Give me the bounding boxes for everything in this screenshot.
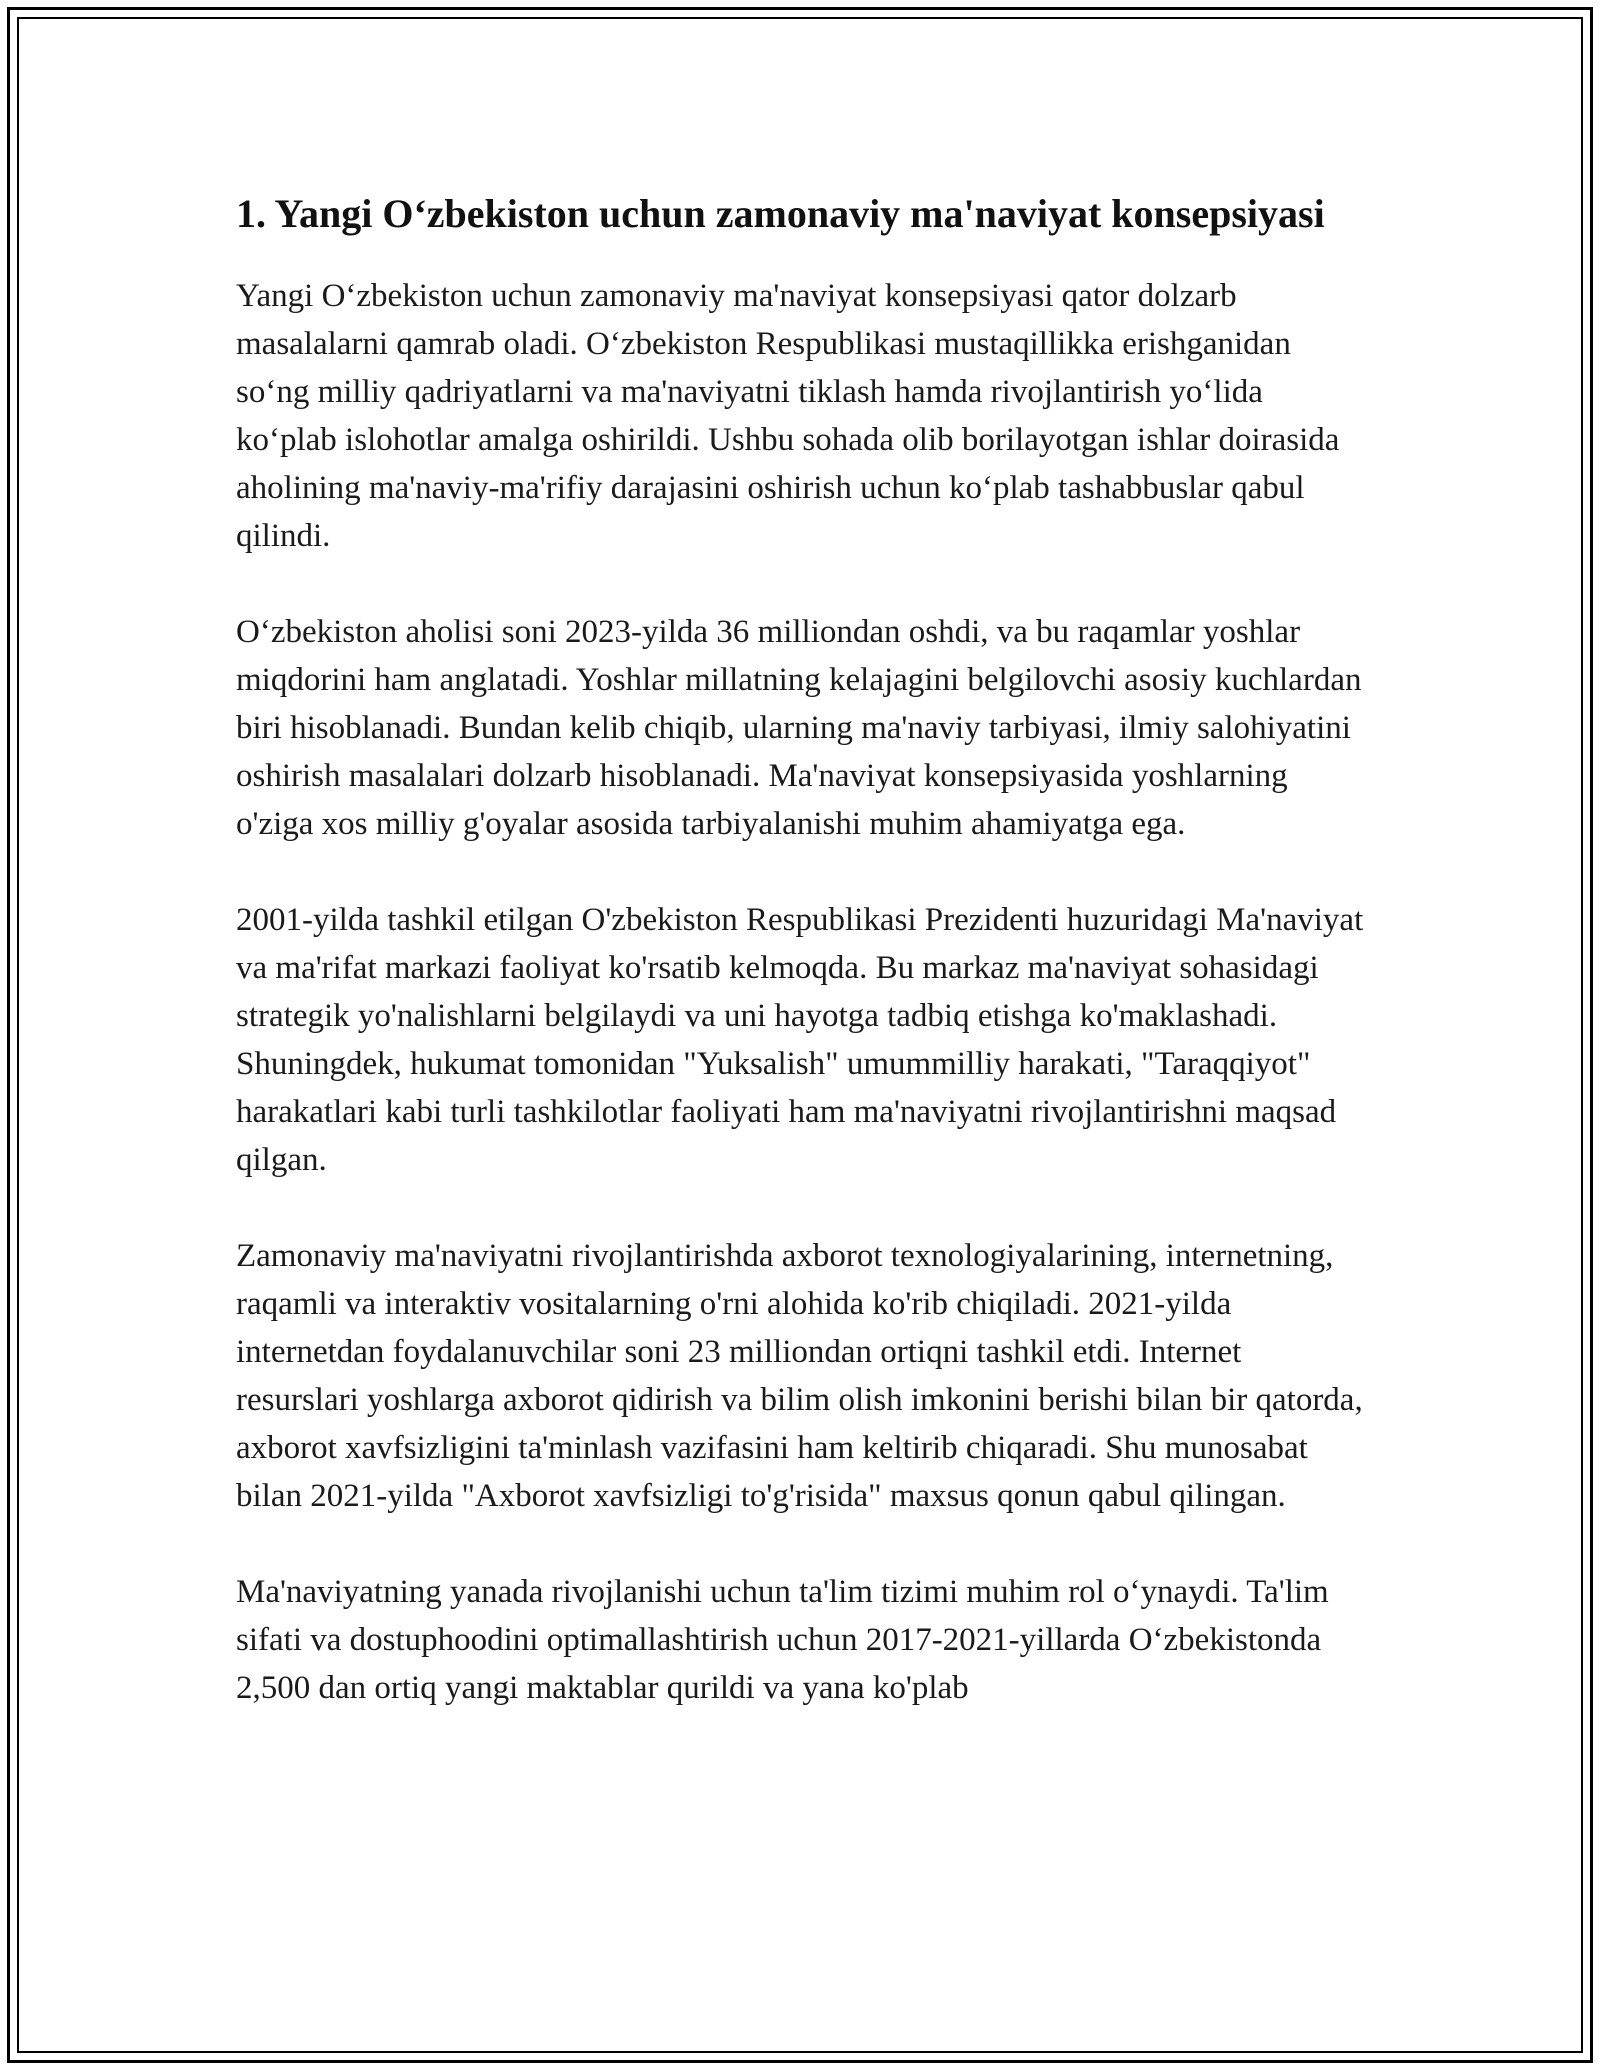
- paragraph-3: 2001-yilda tashkil etilgan O'zbekiston Respublikasi Prezidenti huzuridagi Ma'naviyat va ma'rifat markazi faoliyat ko'rsatib kelmoqda. Bu markaz ma'naviyat sohasidagi strategik yo'nalishlarni belgilaydi va uni hayotga tadbiq etishga ko'maklashadi. Shuningdek, hukumat tomonidan "Yuksalish" umummilliy harakati, "Taraqqiyot" harakatlari kabi turli tashkilotlar faoliyati ham ma'naviyatni rivojlantirishni maqsad qilgan.: [236, 902, 1364, 1178]
- section-title: 1. Yangi O‘zbekiston uchun zamonaviy ma'naviyat konsepsiyasi: [236, 191, 1325, 236]
- paragraph-5: Ma'naviyatning yanada rivojlanishi uchun ta'lim tizimi muhim rol o‘ynaydi. Ta'lim sifati va dostuphoodini optimallashtirish uchun 2017-2021-yillarda O‘zbekistonda 2,500 dan ortiq yangi maktablar qurildi va yana ko'plab: [236, 1574, 1329, 1706]
- document-body: [236, 186, 1366, 1760]
- paragraph-2: O‘zbekiston aholisi soni 2023-yilda 36 milliondan oshdi, va bu raqamlar yoshlar miqdorini ham anglatadi. Yoshlar millatning kelajagini belgilovchi asosiy kuchlardan biri hisoblanadi. Bundan kelib chiqib, ularning ma'naviy tarbiyasi, ilmiy salohiyatini oshirish masalalari dolzarb hisoblanadi. Ma'naviyat konsepsiyasida yoshlarning o'ziga xos milliy g'oyalar asosida tarbiyalanishi muhim ahamiyatga ega.: [236, 614, 1362, 842]
- paragraph-1: Yangi O‘zbekiston uchun zamonaviy ma'naviyat konsepsiyasi qator dolzarb masalalarni qamrab oladi. O‘zbekiston Respublikasi mustaqillikka erishganidan so‘ng milliy qadriyatlarni va ma'naviyatni tiklash hamda rivojlantirish yo‘lida ko‘plab islohotlar amalga oshirildi. Ushbu sohada olib borilayotgan ishlar doirasida aholining ma'naviy-ma'rifiy darajasini oshirish uchun ko‘plab tashabbuslar qabul qilindi.: [236, 278, 1340, 554]
- paragraph-4: Zamonaviy ma'naviyatni rivojlantirishda axborot texnologiyalarining, internetning, raqamli va interaktiv vositalarning o'rni alohida ko'rib chiqiladi. 2021-yilda internetdan foydalanuvchilar soni 23 milliondan ortiqni tashkil etdi. Internet resurslari yoshlarga axborot qidirish va bilim olish imkonini berishi bilan bir qatorda, axborot xavfsizligini ta'minlash vazifasini ham keltirib chiqaradi. Shu munosabat bilan 2021-yilda "Axborot xavfsizligi to'g'risida" maxsus qonun qabul qilingan.: [236, 1238, 1363, 1514]
